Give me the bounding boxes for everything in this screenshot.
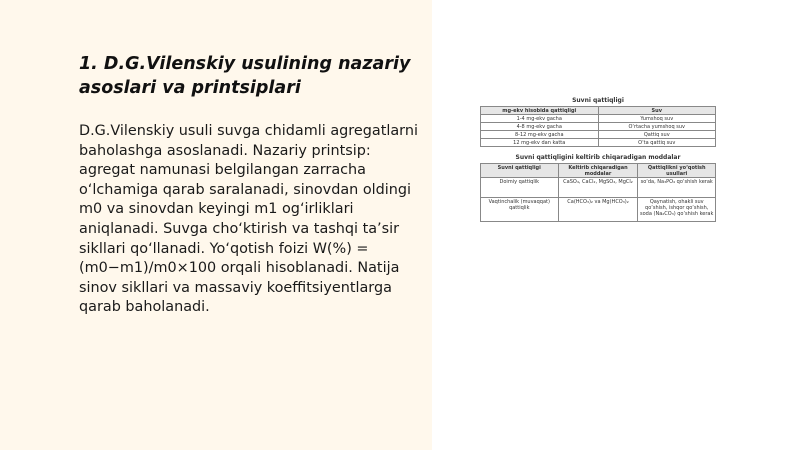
water-hardness-figure [480,97,716,222]
table-header-cell: Keltirib chiqaradigan moddalar [558,164,638,178]
table-cell: Doimiy qattiqlik [481,178,559,198]
table-cell: O‘rtacha yumshoq suv [598,123,716,131]
water-hardness-table [480,106,716,147]
table-cell: 12 mg-ekv dan katta [481,139,599,147]
table2-caption: Suvni qattiqligini keltirib chiqaradigan moddalar [515,154,681,161]
table-row [481,198,716,222]
table1-caption: Suvni qattiqligi [572,97,624,104]
table-cell: 4-8 mg-ekv gacha [481,123,599,131]
table-row [481,131,716,139]
table-cell: Yumshoq suv [598,115,716,123]
table-header-row [481,107,716,115]
slide-body-text: D.G.Vilenskiy usuli suvga chidamli agregatlarni baholashga asoslanadi. Nazariy printsip: agregat namunasi belgilangan zarracha o‘lchamiga qarab saralanadi, sinovdan oldingi m0 va sinovdan keyingi m1 og‘irliklari aniqlanadi. Suvga cho‘ktirish va tashqi ta’sir sikllari qo‘llanadi. Yo‘qotish foizi W(%) = (m0−m1)/m0×100 orqali hisoblanadi. Natija sinov sikllari va massaviy koeffitsiyentlarga qarab baholanadi. [79,123,418,316]
table-cell: 8-12 mg-ekv gacha [481,131,599,139]
table-cell: so‘da, Na₃PO₄ qo‘shish kerak [638,178,716,198]
table-row [481,123,716,131]
table-cell: CaSO₄, CaCl₂, MgSO₄, MgCl₂ [558,178,638,198]
table-row [481,115,716,123]
table-header-row [481,164,716,178]
table-cell: Qaynatish, ohakli suv qo‘shish, ishqor qo‘shish, soda (Na₂CO₃) qo‘shish kerak [638,198,716,222]
table-header-cell: Suvni qattiqligi [481,164,559,178]
table-cell: 1-4 mg-ekv gacha [481,115,599,123]
table-header-cell: mg-ekv hisobida qattiqligi [481,107,599,115]
table-cell: O‘ta qattiq suv [598,139,716,147]
table-cell: Vaqtinchalik (muvaqqat) qattiqlik [481,198,559,222]
table-cell: Ca(HCO₃)₂ va Mg(HCO₃)₂ [558,198,638,222]
hardness-substances-table [480,163,716,222]
table-header-cell: Suv [598,107,716,115]
table-row [481,178,716,198]
table-header-cell: Qattiqlikni yo‘qotish usullari [638,164,716,178]
table-cell: Qattiq suv [598,131,716,139]
table-row [481,139,716,147]
slide-title: 1. D.G.Vilenskiy usulining nazariy asoslari va printsiplari [79,54,411,98]
